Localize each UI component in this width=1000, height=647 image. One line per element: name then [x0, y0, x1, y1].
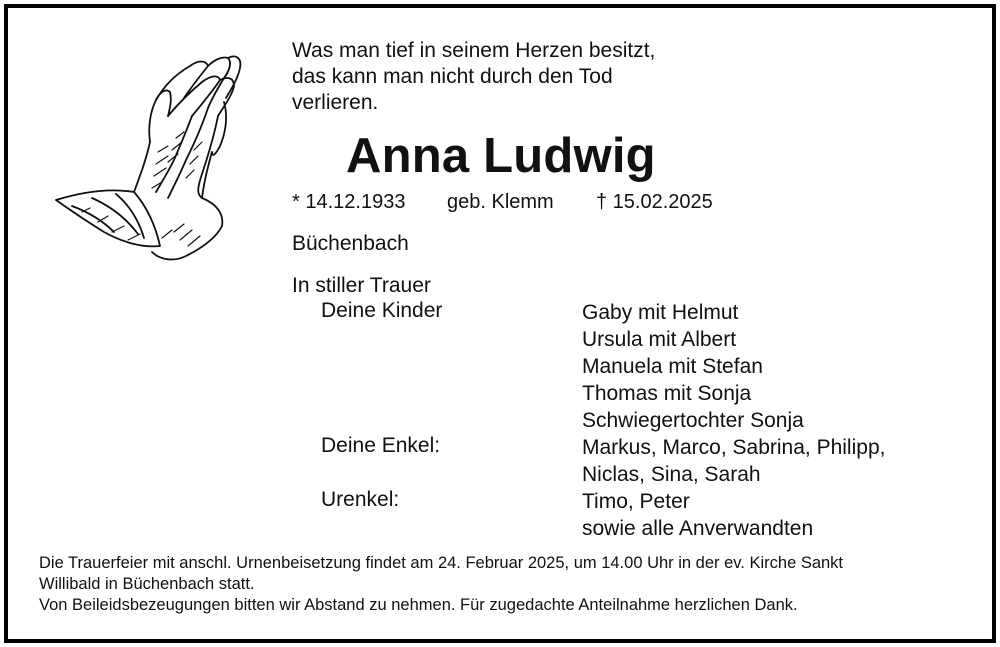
funeral-info	[39, 553, 939, 616]
mourner-names	[582, 488, 813, 542]
birth-date: * 14.12.1933	[292, 191, 406, 213]
mourner-group-label: Urenkel:	[321, 488, 400, 511]
funeral-info-line-3: Von Beileidsbezeugungen bitten wir Abstand zu nehmen. Für zugedachte Anteilnahme herzlichen Dank.	[39, 596, 798, 614]
mourner-name: Gaby mit Helmut	[582, 301, 739, 324]
quote-line-3: verlieren.	[292, 91, 379, 114]
obituary-notice	[4, 4, 996, 643]
mourning-intro: In stiller Trauer	[292, 274, 431, 297]
mourner-name: Manuela mit Stefan	[582, 355, 763, 378]
mourner-name: Timo, Peter	[582, 490, 690, 513]
mourner-group-label: Deine Enkel:	[321, 434, 441, 457]
mourner-group-label: Deine Kinder	[321, 299, 443, 322]
death-date: † 15.02.2025	[596, 191, 713, 213]
praying-hands-icon	[52, 42, 247, 282]
mourner-name: Markus, Marco, Sabrina, Philipp,	[582, 436, 886, 459]
quote-line-2: das kann man nicht durch den Tod	[292, 65, 613, 88]
residence: Büchenbach	[292, 232, 409, 255]
mourner-name: sowie alle Anverwandten	[582, 517, 814, 540]
quote-line-1: Was man tief in seinem Herzen besitzt,	[292, 39, 656, 62]
mourner-name: Schwiegertochter Sonja	[582, 409, 804, 432]
mourner-name: Niclas, Sina, Sarah	[582, 463, 761, 486]
mourner-name: Thomas mit Sonja	[582, 382, 752, 405]
deceased-name: Anna Ludwig	[346, 129, 656, 183]
mourner-name: Ursula mit Albert	[582, 328, 737, 351]
funeral-info-line-2: Willibald in Büchenbach statt.	[39, 575, 255, 593]
mourner-names	[582, 434, 885, 488]
mourner-names	[582, 299, 804, 434]
memorial-quote	[292, 38, 752, 116]
maiden-name: geb. Klemm	[447, 191, 554, 213]
funeral-info-line-1: Die Trauerfeier mit anschl. Urnenbeisetzung findet am 24. Februar 2025, um 14.00 Uhr in der ev. Kirche Sankt	[39, 554, 844, 572]
